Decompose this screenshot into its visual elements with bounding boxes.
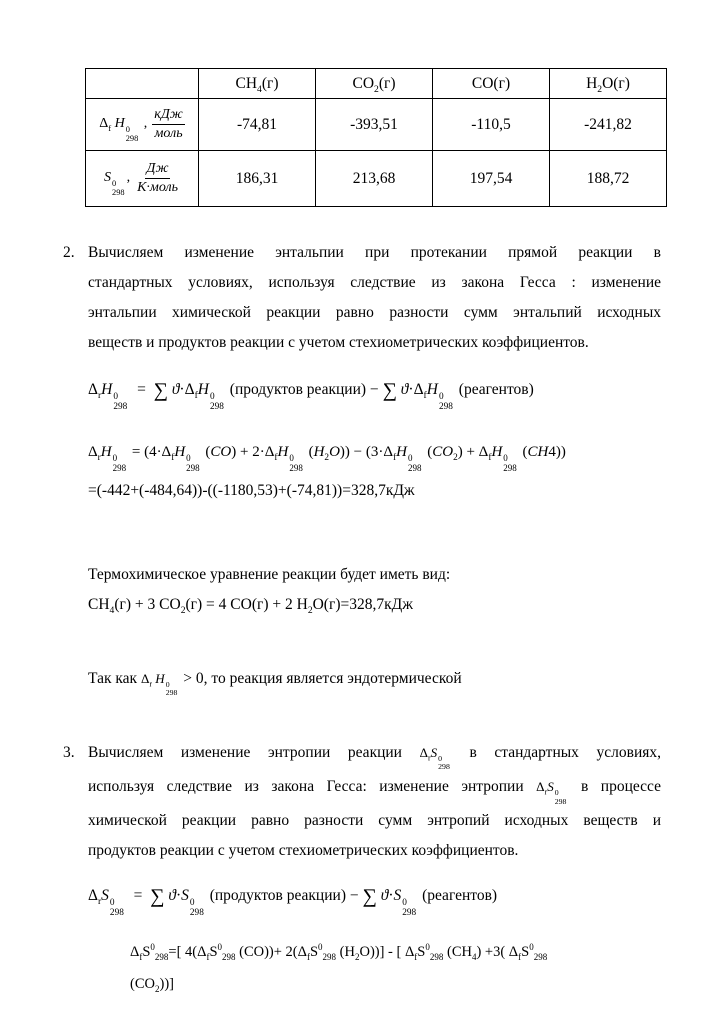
enthalpy-unit-fraction — [152, 106, 184, 142]
thermodynamic-data-table — [85, 68, 667, 207]
section-2 — [63, 238, 661, 698]
entropy-ch4-value: 186,31 — [199, 151, 316, 207]
entropy-row — [86, 151, 667, 207]
entropy-co-value: 197,54 — [433, 151, 550, 207]
paragraph-line-3: энтальпии химической реакции равно разности сумм энтальпий исходных — [88, 304, 661, 321]
enthalpy-numeric-result: =(-442+(-484,64))-((-1180,53)+(-74,81))=328,7кДж — [88, 481, 415, 499]
paragraph-line-2: стандартных условиях, используя следствие из закона Гесса : изменение — [88, 274, 661, 291]
header-co: CO(г) — [433, 69, 550, 99]
paragraph-line-1: Вычисляем изменение энтальпии при протекании прямой реакции в — [88, 244, 661, 261]
section-3-number: 3. — [63, 743, 75, 761]
enthalpy-general-formula: $\Delta_rH$ 0 298 = ∑ $ϑ\cdot\Delta_fH$ 0 298 (продуктов реакции) − ∑ $ϑ\cdot\Delta_fH$ 0 298 (реагентов) — [88, 379, 534, 413]
endothermic-conclusion: Так как $\Delta_r$ H 0 298 > 0, то реакция является эндотермической — [88, 669, 462, 698]
enthalpy-symbol: $\Delta_f$ H 0 298 , — [99, 116, 148, 143]
unit-denominator: моль — [154, 125, 183, 141]
entropy-substituted-formula — [88, 936, 661, 1000]
entropy-h2o-value: 188,72 — [550, 151, 667, 207]
header-empty-cell — [86, 69, 199, 99]
thermochemical-equation: $CH_4(г) + 3$ $CO_2(г) = 4$ CO(г) + 2 $H_2O(г)=328,7кДж$ — [88, 595, 413, 616]
section-2-number: 2. — [63, 244, 75, 261]
section-2-paragraph — [88, 238, 661, 358]
enthalpy-row-label — [86, 99, 199, 151]
header-co2: $CO_2(г)$ — [316, 69, 433, 99]
enthalpy-co-value: -110,5 — [433, 99, 550, 151]
paragraph-line-1: Вычисляем изменение энтропии реакции $\Delta_rS$ 0 298 в стандартных условиях, — [88, 743, 661, 772]
unit-numerator: кДж — [152, 106, 184, 125]
table-header-row — [86, 69, 667, 99]
section-3 — [63, 738, 661, 1000]
entropy-row-label — [86, 151, 199, 207]
enthalpy-substituted-formula: $\Delta_rH$ 0 298 = ($4\cdot\Delta_fH$ 0 298 $(CO) + 2\cdot\Delta_fH$ 0 298 $(H_2O)) - (3\cdot\Delta_fH$ 0 298 $(CO_2) + \Delta_fH$ 0 298 (CH4)) — [88, 444, 566, 473]
enthalpy-h2o-value: -241,82 — [550, 99, 667, 151]
paragraph-line-2: используя следствие из закона Гесса: изменение энтропии $\Delta_rS$ 0 298 в процессе — [88, 777, 661, 806]
entropy-formula-line-2: $(CO_2)$)] — [130, 976, 174, 995]
unit-denominator: К·моль — [137, 179, 178, 195]
paragraph-line-4: продуктов реакции с учетом стехиометрических коэффициентов. — [88, 842, 519, 860]
paragraph-line-4: веществ и продуктов реакции с учетом стехиометрических коэффициентов. — [88, 334, 589, 351]
entropy-unit-fraction — [135, 160, 180, 196]
entropy-symbol: S 0 298 , — [104, 170, 131, 197]
entropy-formula-line-1: $\Delta_fS^0_{298}=$[ $4(\Delta_fS^0_{298}$ $(CO))+ 2(\Delta_fS^0_{298}$ $(H_2O)$)] - [ $\Delta_fS^0_{298}$ $(CH_4) +3$( $\Delta_fS^0_{298}$ — [130, 942, 548, 963]
paragraph-line-3: химической реакции равно разности сумм энтропий исходных веществ и — [88, 812, 661, 830]
enthalpy-co2-value: -393,51 — [316, 99, 433, 151]
thermochemical-block — [88, 560, 661, 620]
thermochemical-caption: Термохимическое уравнение реакции будет иметь вид: — [88, 565, 451, 583]
unit-numerator: Дж — [145, 160, 171, 179]
header-h2o: $H_2O(г)$ — [550, 69, 667, 99]
enthalpy-row — [86, 99, 667, 151]
entropy-co2-value: 213,68 — [316, 151, 433, 207]
section-3-paragraph — [88, 738, 661, 866]
entropy-general-formula: $\Delta_rS$ 0 298 = ∑ ϑ·S 0 298 (продуктов реакции) − ∑ ϑ·S 0 298 (реагентов) — [88, 885, 498, 919]
header-ch4: $CH_4(г)$ — [199, 69, 316, 99]
enthalpy-ch4-value: -74,81 — [199, 99, 316, 151]
